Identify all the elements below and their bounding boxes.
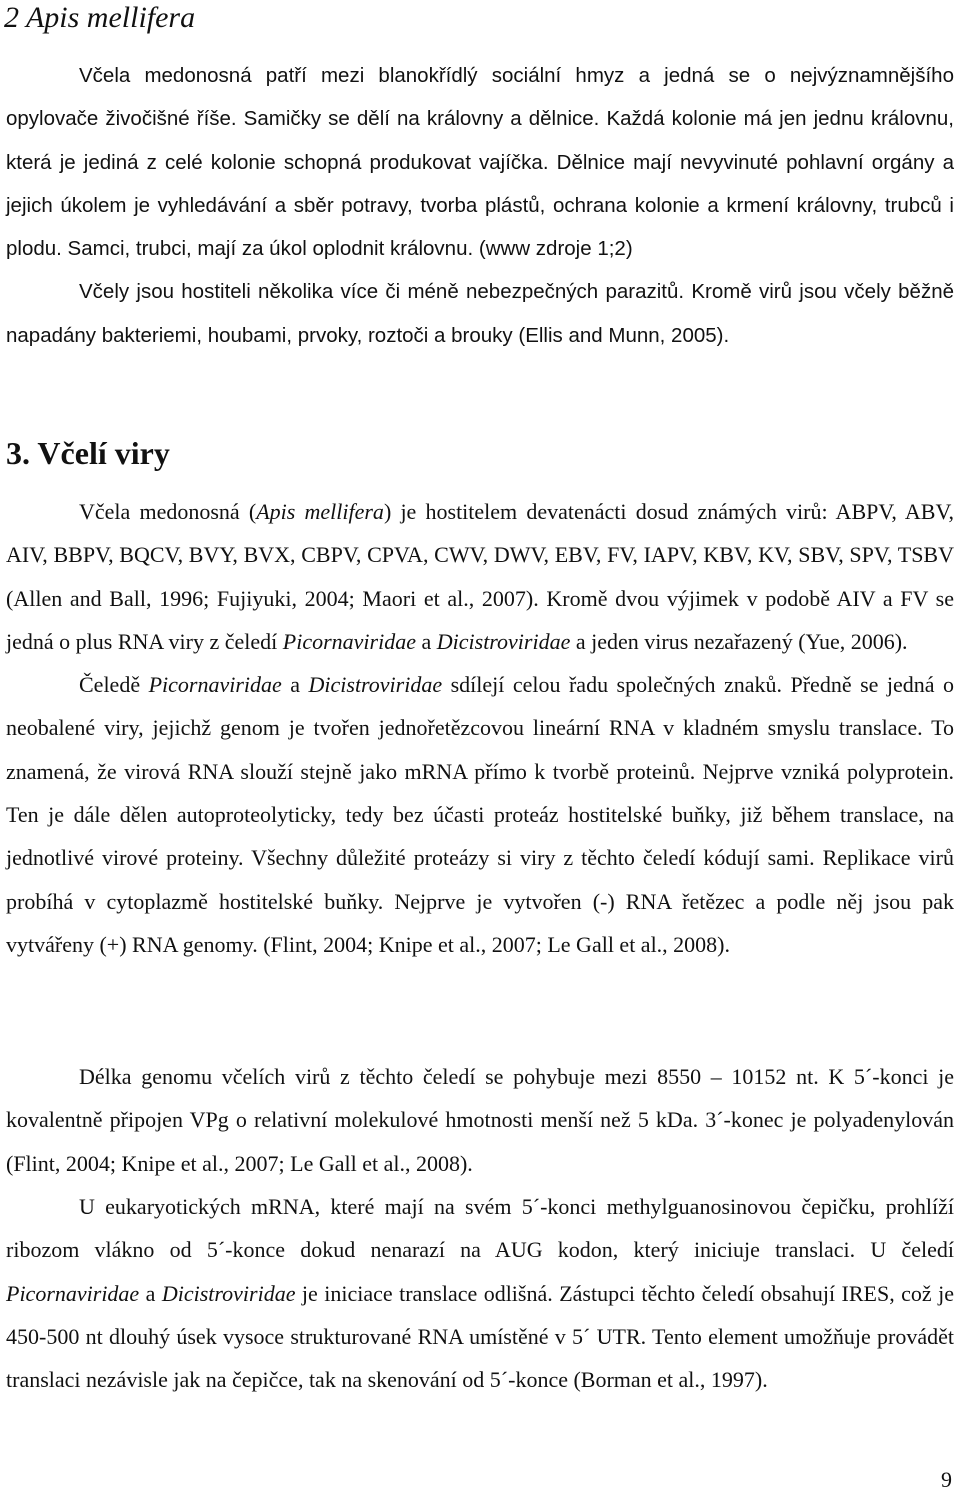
paragraph-family-features: Čeledě Picornaviridae a Dicistroviridae sdílejí celou řadu společných znaků. Předně se jedná o neobalené viry, jejichž genom je tvořen jednořetězcovou lineární RNA v kladném smyslu translace. To znamená, že virová RNA slouží stejně jako mRNA přímo k tvorbě proteinů. Nejprve vzniká polyprotein. Ten je dále dělen autoproteolyticky, tedy bez účasti proteáz hostitelské buňky, již během translace, na jednotlivé virové proteiny. Všechny důležité proteázy si viry z těchto čeledí kódují sami. Replikace virů probíhá v cytoplazmě hostitelské buňky. Nejprve je vytvořen (-) RNA řetězec a podle něj jsou pak vytvářeny (+) RNA genomy. (Flint, 2004; Knipe et al., 2007; Le Gall et al., 2008). xyxy=(6,672,954,957)
paragraph-apis-intro: Včela medonosná patří mezi blanokřídlý sociální hmyz a jedná se o nejvýznamnějšího opylovače živočišné říše. Samičky se dělí na královny a dělnice. Každá kolonie má jen jednu královnu, která je jediná z celé kolonie schopná produkovat vajíčka. Dělnice mají nevyvinuté pohlavní orgány a jejich úkolem je vyhledávání a sběr potravy, tvorba plástů, ochrana kolonie a krmení královny, trubců i plodu. Samci, trubci, mají za úkol oplodnit královnu. (www zdroje 1;2) xyxy=(6,64,954,261)
term-picornaviridae: Picornaviridae xyxy=(6,1280,140,1306)
paragraph-genome-length: Délka genomu včelích virů z těchto čeledí se pohybuje mezi 8550 – 10152 nt. K 5´-konci je kovalentně připojen VPg o relativní molekulové hmotnosti menší než 5 kDa. 3´-konec je polyadenylován (Flint, 2004; Knipe et al., 2007; Le Gall et al., 2008). xyxy=(6,1064,954,1176)
section-3-genome xyxy=(6,1055,954,1185)
term-picornaviridae: Picornaviridae xyxy=(148,672,282,698)
paragraph-virus-list: Včela medonosná (Apis mellifera) je hostitelem devatenácti dosud známých virů: ABPV, ABV, AIV, BBPV, BQCV, BVY, BVX, CBPV, CPVA, CWV, DWV, EBV, FV, IAPV, KBV, KV, SBV, SPV, TSBV (Allen and Ball, 1996; Fujiyuki, 2004; Maori et al., 2007). Kromě dvou výjimek v podobě AIV a FV se jedná o plus RNA viry z čeledí Picornaviridae a Dicistroviridae a jeden virus nezařazený (Yue, 2006). xyxy=(6,499,954,654)
paragraph-translation: U eukaryotických mRNA, které mají na svém 5´-konci methylguanosinovou čepičku, prohlíží ribozom vlákno od 5´-konce dokud nenarazí na AUG kodon, který iniciuje translaci. U čeledí Picornaviridae a Dicistroviridae je iniciace translace odlišná. Zástupci těchto čeledí obsahují IRES, což je 450-500 nt dlouhý úsek vysoce strukturované RNA umístěné v 5´ UTR. Tento element umožňuje provádět translaci nezávisle jak na čepičce, tak na skenování od 5´-konce (Borman et al., 1997). xyxy=(6,1194,955,1393)
section-3-translation xyxy=(6,1185,954,1401)
term-apis-mellifera: Apis mellifera xyxy=(256,499,384,524)
section-2-body xyxy=(6,54,954,357)
term-dicistroviridae: Dicistroviridae xyxy=(436,628,571,654)
section-3-body xyxy=(6,490,954,966)
paragraph-parasites: Včely jsou hostiteli několika více či méně nebezpečných parazitů. Kromě virů jsou včely běžně napadány bakteriemi, houbami, prvoky, roztoči a brouky (Ellis and Munn, 2005). xyxy=(6,280,954,347)
page-number: 9 xyxy=(941,1467,952,1492)
term-dicistroviridae: Dicistroviridae xyxy=(308,672,443,698)
section-2-heading: 2 Apis mellifera xyxy=(4,1,196,34)
section-3-heading: 3. Včelí viry xyxy=(6,435,170,471)
term-picornaviridae: Picornaviridae xyxy=(282,628,416,654)
term-dicistroviridae: Dicistroviridae xyxy=(161,1280,296,1306)
